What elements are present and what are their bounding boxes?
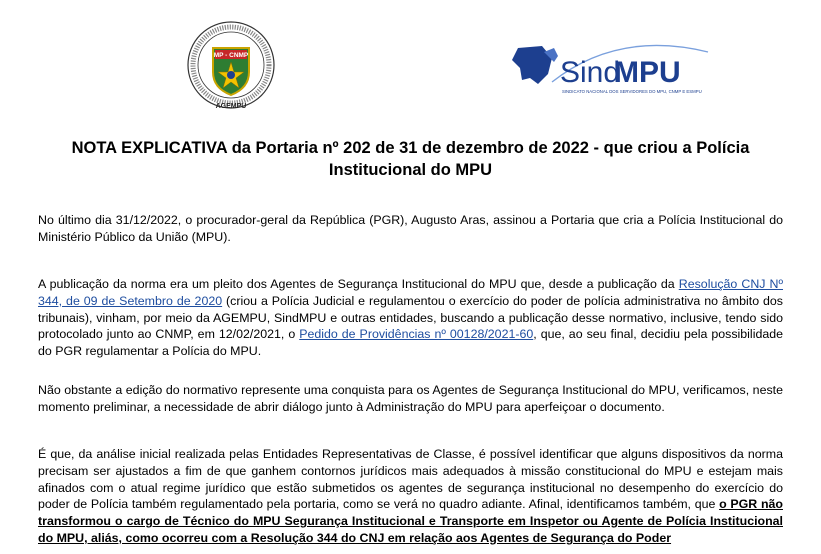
agempu-badge-text: MP - CNMP	[213, 52, 249, 59]
paragraph-history-text-a: A publicação da norma era um pleito dos Agentes de Segurança Institucional do MPU que, desde a publicação da	[38, 277, 679, 291]
paragraph-history	[38, 276, 783, 360]
sindmpu-tagline: SINDICATO NACIONAL DOS SERVIDORES DO MPU, CNMP E ESMPU	[562, 89, 702, 94]
sindmpu-name-sind: Sind	[560, 56, 621, 89]
resolucao-cnj-344-link[interactable]: Resolução CNJ Nº 344, de 09 de Setembro de 2020	[38, 277, 784, 308]
paragraph-preliminary: Não obstante a edição do normativo represente uma conquista para os Agentes de Segurança Institucional do MPU, verificamos, neste momento preliminar, a necessidade de abrir diálogo junto à Administração do MPU para aperfeiçoar o documento.	[38, 383, 783, 414]
paragraph-analysis	[38, 446, 783, 547]
paragraph-history-text-b: (criou a Polícia Judicial e regulamentou o exercício do poder de polícia administrativa no âmbito dos tribunais), vinham, por meio da AGEMPU, SindMPU e outras entidades, buscando a publicação desse normativo, inclusive, tendo sido protocolado junto ao CNMP, em 12/02/2021, o	[38, 293, 784, 342]
document-title: NOTA EXPLICATIVA da Portaria nº 202 de 31 de dezembro de 2022 - que criou a Polícia Institucional do MPU	[71, 139, 750, 179]
agempu-label: AGEMPU	[215, 103, 247, 110]
paragraph-analysis-emphasis: o PGR não transformou o cargo de Técnico do MPU Segurança Institucional e Transporte em Inspetor ou Agente de Polícia Institucional do MPU, aliás, como ocorreu com a Resolução 344 do CNJ em relação aos Agentes de Segurança do Poder	[38, 497, 783, 545]
paragraph-history-text-c: , que, ao seu final, decidiu pela possibilidade do PGR regulamentar a Polícia do MPU.	[38, 327, 784, 359]
sindmpu-logo	[508, 38, 718, 100]
header-logos	[0, 0, 821, 120]
paragraph-intro: No último dia 31/12/2022, o procurador-geral da República (PGR), Augusto Aras, assinou a Portaria que cria a Polícia Institucional do Ministério Público da União (MPU).	[38, 213, 783, 244]
pedido-providencias-link[interactable]: Pedido de Providências nº 00128/2021-60	[299, 327, 534, 342]
paragraph-analysis-text: É que, da análise inicial realizada pelas Entidades Representativas de Classe, é possível identificar que alguns dispositivos da norma precisam ser ajustados a fim de que ganhem contornos jurídicos mais adequados à missão constitucional do MPU e estejam mais afinados com o atual regime jurídico que estão submetidos os agentes de segurança institucional no desempenho do exercício do poder de Polícia também regulamentado pela portaria, como se verá no quadro adiante. Afinal, identificamos também, que	[38, 447, 783, 512]
agempu-logo	[186, 20, 276, 110]
sindmpu-name-mpu: MPU	[614, 56, 681, 89]
